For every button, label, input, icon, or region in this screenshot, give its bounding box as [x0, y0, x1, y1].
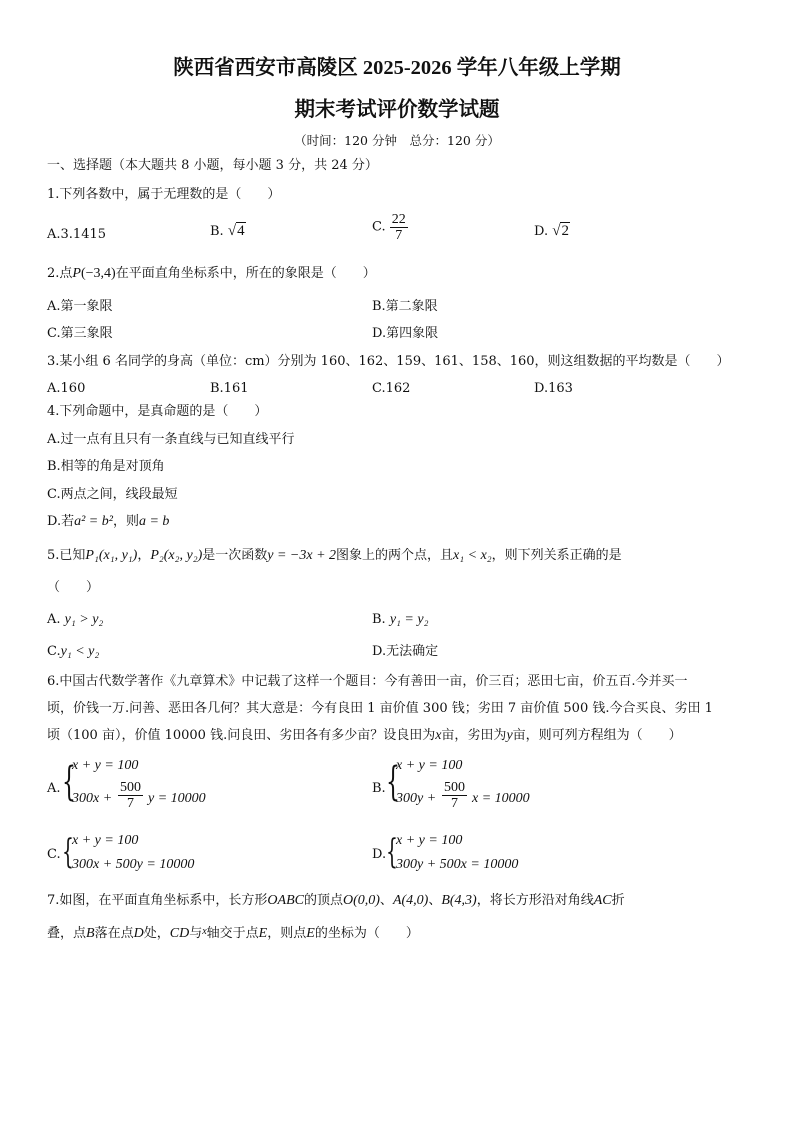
q1-option-c — [372, 212, 408, 243]
q1-option-b-radicand: 4 — [237, 223, 245, 239]
q4-option-d-eq1: a² = b² — [74, 514, 113, 529]
fraction-numerator: 22 — [391, 212, 406, 227]
q7-line2-post: 的坐标为（ ） — [314, 926, 419, 941]
fraction-denominator: 7 — [451, 796, 458, 811]
q5-option-a — [47, 611, 103, 629]
q5-option-a-label: A. — [47, 612, 61, 627]
q7-line1-post: 折 — [611, 893, 625, 908]
q2-option-b: B.第二象限 — [372, 299, 438, 314]
q7-line1-mid: 的顶点 — [303, 893, 343, 908]
q7-segment-cd: CD — [169, 926, 190, 941]
q1-option-c-label: C. — [372, 219, 386, 235]
q6-option-a-fraction — [118, 780, 143, 811]
q6-option-d-label: D. — [372, 847, 387, 862]
q7-rectangle: OABC — [267, 893, 304, 908]
q7-line1-mid2: ，将长方形沿对角线 — [476, 893, 594, 908]
q1-option-c-fraction — [390, 212, 408, 243]
q1-option-a: A.3.1415 — [47, 227, 107, 242]
fraction-numerator: 500 — [444, 780, 465, 795]
q6-option-b-eq1: x + y = 100 — [396, 758, 463, 773]
brace-icon: { — [62, 832, 74, 872]
q2-stem-pre: 2.点 — [47, 266, 73, 281]
q4-option-d-mid: ，则 — [112, 514, 139, 529]
q6-option-c-label: C. — [47, 847, 61, 862]
q4-option-a: A.过一点有且只有一条直线与已知直线平行 — [47, 432, 295, 447]
q4-option-d-eq2: a = b — [138, 514, 170, 529]
question-6-line-3 — [47, 727, 682, 745]
q2-option-c: C.第三象限 — [47, 326, 113, 341]
brace-icon: { — [62, 759, 76, 805]
q2-option-d: D.第四象限 — [372, 326, 439, 341]
q2-option-a: A.第一象限 — [47, 299, 113, 314]
question-5-stem — [47, 547, 622, 565]
page-title: 陕西省西安市高陵区 2025-2026 学年八年级上学期 — [173, 57, 621, 79]
question-3-stem: 3.某小组 6 名同学的身高（单位：cm）分别为 160、162、159、161、158、160，则这组数据的平均数是（ ） — [47, 354, 730, 369]
q5-stem-mid: 是一次函数 — [202, 548, 268, 563]
q5-stem-pre: 5.已知 — [47, 548, 86, 563]
question-7-line-2 — [47, 923, 419, 943]
q5-point-2: P₂(x₂, y₂) — [150, 548, 203, 563]
q6-option-b-eq2-post: x = 10000 — [472, 791, 530, 806]
q6-option-b-eq2-pre: 300y + — [396, 791, 437, 806]
q7-point-a: A(4,0) — [392, 893, 429, 908]
q7-separator-1: 、 — [379, 893, 393, 908]
q5-separator: ， — [137, 548, 151, 563]
q5-option-a-eq: y₁ > y₂ — [64, 612, 104, 627]
q7-line2-mid: 落在点 — [94, 926, 134, 941]
q1-option-b — [210, 222, 246, 241]
q5-option-c-label: C. — [47, 644, 61, 659]
q7-x-axis: x — [202, 926, 207, 937]
q5-point-1: P₁(x₁, y₁) — [85, 548, 138, 563]
exam-meta: （时间：120 分钟 总分：120 分） — [294, 133, 500, 148]
q6-variable-x: x — [435, 728, 442, 743]
question-2-stem — [47, 265, 376, 283]
fraction-denominator: 7 — [395, 228, 403, 243]
question-1-stem: 1.下列各数中，属于无理数的是（ ） — [47, 187, 281, 202]
q7-diagonal: AC — [593, 893, 612, 908]
question-4-stem: 4.下列命题中，是真命题的是（ ） — [47, 404, 268, 419]
q3-option-b: B.161 — [210, 381, 249, 396]
q7-line2-mid3: 与 — [189, 926, 203, 941]
q7-line2-mid4: 轴交于点 — [206, 926, 259, 941]
q5-option-d: D.无法确定 — [372, 644, 439, 659]
q1-option-d-label: D. — [534, 224, 549, 239]
q5-function: y = −3x + 2 — [267, 548, 337, 563]
q7-line2-mid2: 处， — [143, 926, 170, 941]
q7-point-b: B(4,3) — [441, 893, 477, 908]
section-heading: 一、选择题（本大题共 8 小题，每小题 3 分，共 24 分） — [47, 158, 378, 173]
q7-point-b-label: B — [86, 926, 95, 941]
q7-line2-mid5: ，则点 — [267, 926, 307, 941]
q1-option-d — [534, 222, 570, 241]
question-6-line-1: 6.中国古代数学著作《九章算术》中记载了这样一个题目：今有善田一亩，价三百；恶田七亩，价五百.今并买一 — [47, 674, 688, 689]
q4-option-d-pre: D.若 — [47, 514, 75, 529]
q5-answer-paren: （ ） — [47, 580, 100, 595]
q4-option-c: C.两点之间，线段最短 — [47, 487, 178, 502]
q5-option-c-eq: y₁ < y₂ — [60, 644, 100, 659]
q3-option-c: C.162 — [372, 381, 411, 396]
brace-icon: { — [386, 759, 400, 805]
q7-point-e-2: E — [306, 926, 315, 941]
sqrt-icon: √2 — [552, 223, 569, 239]
question-7-line-1 — [47, 892, 625, 910]
q6-option-c-eq1: x + y = 100 — [72, 833, 139, 848]
q2-point: P — [72, 266, 81, 281]
q6-option-d-eq2: 300y + 500x = 10000 — [396, 857, 519, 872]
q5-option-c — [47, 643, 99, 661]
q5-stem-post: ，则下列关系正确的是 — [491, 548, 622, 563]
q1-option-d-radicand: 2 — [561, 223, 569, 239]
q7-point-e: E — [258, 926, 268, 941]
q6-line3-mid: 亩，劣田为 — [441, 728, 507, 743]
sqrt-icon: √4 — [227, 223, 245, 239]
q7-point-d: D — [133, 926, 144, 941]
q6-variable-y: y — [506, 728, 513, 743]
q6-option-d-eq1: x + y = 100 — [396, 833, 463, 848]
q1-option-b-label: B. — [210, 224, 224, 239]
q6-option-b-fraction — [442, 780, 467, 811]
q2-coordinate: (−3,4) — [80, 266, 116, 281]
q5-option-b-eq: y₁ = y₂ — [389, 612, 429, 627]
q6-option-a-eq2-post: y = 10000 — [148, 791, 206, 806]
q6-option-c-eq2: 300x + 500y = 10000 — [72, 857, 195, 872]
fraction-numerator: 500 — [120, 780, 141, 795]
question-6-line-2: 顷，价钱一万.问善、恶田各几何？其大意是：今有良田 1 亩价值 300 钱；劣田 7 亩价值 500 钱.今合买良、劣田 1 — [47, 701, 713, 716]
q7-separator-2: 、 — [428, 893, 442, 908]
q6-option-b-label: B. — [372, 781, 386, 796]
q6-option-a-label: A. — [47, 781, 61, 796]
q5-condition: x₁ < x₂ — [453, 548, 492, 563]
q7-line1-pre: 7.如图，在平面直角坐标系中，长方形 — [47, 893, 268, 908]
q7-line2-pre: 叠，点 — [47, 926, 87, 941]
q6-line3-pre: 顷（100 亩），价值 10000 钱.问良田、劣田各有多少亩？设良田为 — [47, 728, 436, 743]
q5-option-b-label: B. — [372, 612, 386, 627]
q3-option-a: A.160 — [47, 381, 86, 396]
q3-option-d: D.163 — [534, 381, 573, 396]
q6-option-a-eq1: x + y = 100 — [72, 758, 139, 773]
fraction-denominator: 7 — [127, 796, 134, 811]
page-subtitle: 期末考试评价数学试题 — [294, 99, 500, 121]
q5-stem-mid2: 图象上的两个点，且 — [336, 548, 454, 563]
brace-icon: { — [386, 832, 398, 872]
q4-option-d — [47, 513, 169, 531]
q4-option-b: B.相等的角是对顶角 — [47, 459, 165, 474]
q6-option-a-eq2-pre: 300x + — [72, 791, 113, 806]
q7-point-o: O(0,0) — [342, 893, 380, 908]
q6-line3-post: 亩，则可列方程组为（ ） — [512, 728, 682, 743]
q2-stem-post: 在平面直角坐标系中，所在的象限是（ ） — [115, 266, 376, 281]
q5-option-b — [372, 611, 428, 629]
